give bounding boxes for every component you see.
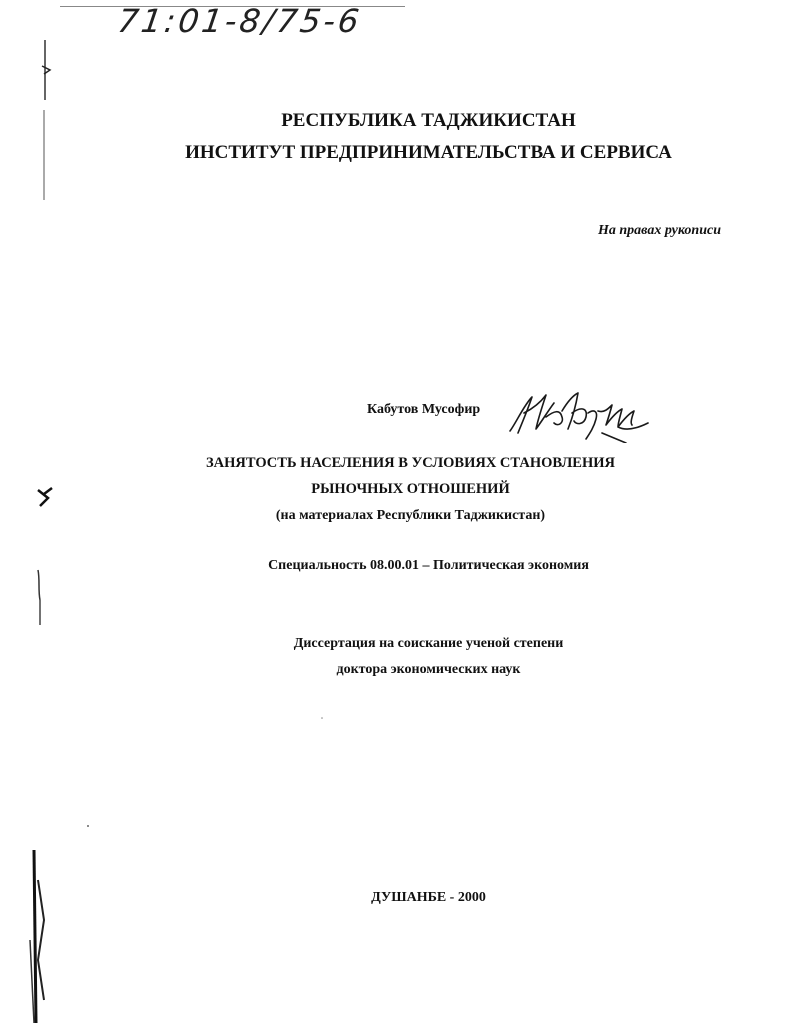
degree-line-2: доктора экономических наук [336, 662, 521, 677]
author-signature [502, 383, 652, 443]
thesis-title-line-2: РЫНОЧНЫХ ОТНОШЕНИЙ [311, 481, 510, 497]
thesis-subtitle: (на материалах Республики Таджикистан) [275, 508, 546, 523]
specialty-line: Специальность 08.00.01 – Политическая экономия [268, 558, 589, 573]
degree-line-1: Диссертация на соискание ученой степени [293, 636, 564, 651]
city-year: ДУШАНБЕ - 2000 [371, 890, 486, 905]
institution-heading: ИНСТИТУТ ПРЕДПРИНИМАТЕЛЬСТВА И СЕРВИСА [185, 142, 672, 163]
country-heading: РЕСПУБЛИКА ТАДЖИКИСТАН [281, 110, 576, 131]
thesis-title-line-1: ЗАНЯТОСТЬ НАСЕЛЕНИЯ В УСЛОВИЯХ СТАНОВЛЕНИЯ [206, 455, 615, 471]
author-name: Кабутов Мусофир [367, 402, 481, 417]
rights-note: На правах рукописи [598, 223, 721, 238]
inventory-number: 71:01-8/75-6 [115, 2, 365, 40]
